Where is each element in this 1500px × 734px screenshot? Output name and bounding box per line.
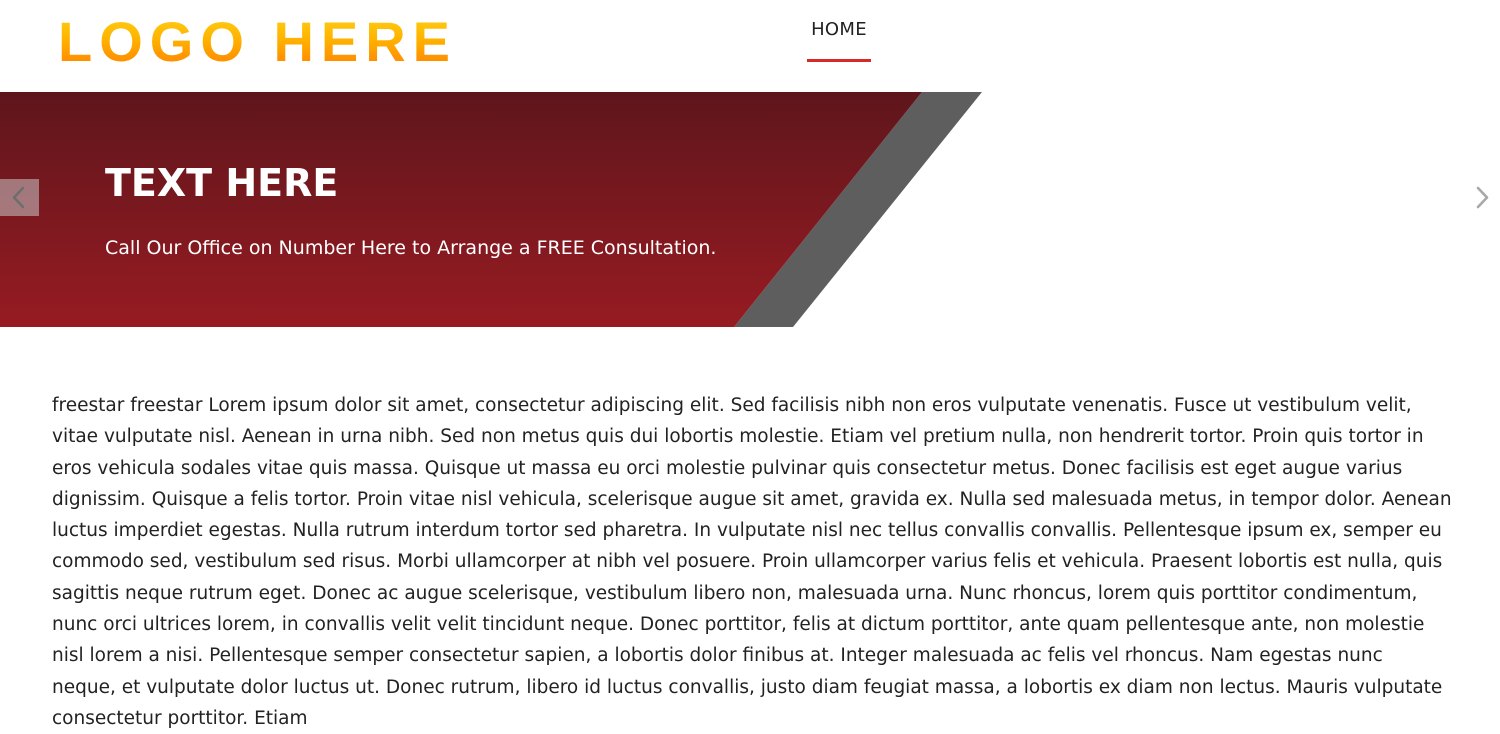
hero-slider: [0, 92, 1500, 327]
site-logo[interactable]: LOGO HERE: [58, 10, 458, 73]
chevron-left-icon: [0, 179, 39, 216]
hero-title: TEXT HERE: [105, 161, 339, 205]
chevron-right-icon: [1470, 179, 1496, 216]
nav-item-home[interactable]: HOME: [811, 19, 867, 40]
main-nav: [807, 16, 871, 62]
slider-next-button[interactable]: [1470, 179, 1496, 216]
site-header: [0, 0, 1500, 92]
nav-active-indicator: [807, 59, 871, 62]
body-text: freestar freestar Lorem ipsum dolor sit amet, consectetur adipiscing elit. Sed facilisis nibh non eros vulputate venenatis. Fusce ut vestibulum velit, vitae vulputate nisl. Aenean in urna nibh. Sed non metus quis dui lobortis molestie. Etiam vel pretium nulla, non hendrerit tortor. Proin quis tortor in eros vehicula sodales vitae quis massa. Quisque ut massa eu orci molestie pulvinar quis consectetur metus. Donec facilisis est eget augue varius dignissim. Quisque a felis tortor. Proin vitae nisl vehicula, scelerisque augue sit amet, gravida ex. Nulla sed malesuada metus, in tempor dolor. Aenean luctus imperdiet egestas. Nulla rutrum interdum tortor sed pharetra. In vulputate nisl nec tellus convallis convallis. Pellentesque ipsum ex, semper eu commodo sed, vestibulum sed risus. Morbi ullamcorper at nibh vel posuere. Proin ullamcorper varius felis et vehicula. Praesent lobortis est nulla, quis sagittis neque rutrum eget. Donec ac augue scelerisque, vestibulum libero non, malesuada urna. Nunc rhoncus, lorem quis porttitor condimentum, nunc orci ultrices lorem, in convallis velit velit tincidunt neque. Donec porttitor, felis at dictum porttitor, ante quam pellentesque ante, non molestie nisl lorem a nisi. Pellentesque semper consectetur sapien, a lobortis dolor finibus at. Integer malesuada ac felis vel rhoncus. Nam egestas nunc neque, et vulputate dolor luctus ut. Donec rutrum, libero id luctus convallis, justo diam feugiat massa, a lobortis ex diam non lectus. Mauris vulputate consectetur porttitor. Etiam: [52, 395, 1452, 729]
slider-prev-button[interactable]: [0, 179, 39, 216]
hero-subtitle: Call Our Office on Number Here to Arrange a FREE Consultation.: [105, 237, 717, 259]
hero-banner-shape: [0, 92, 1000, 327]
